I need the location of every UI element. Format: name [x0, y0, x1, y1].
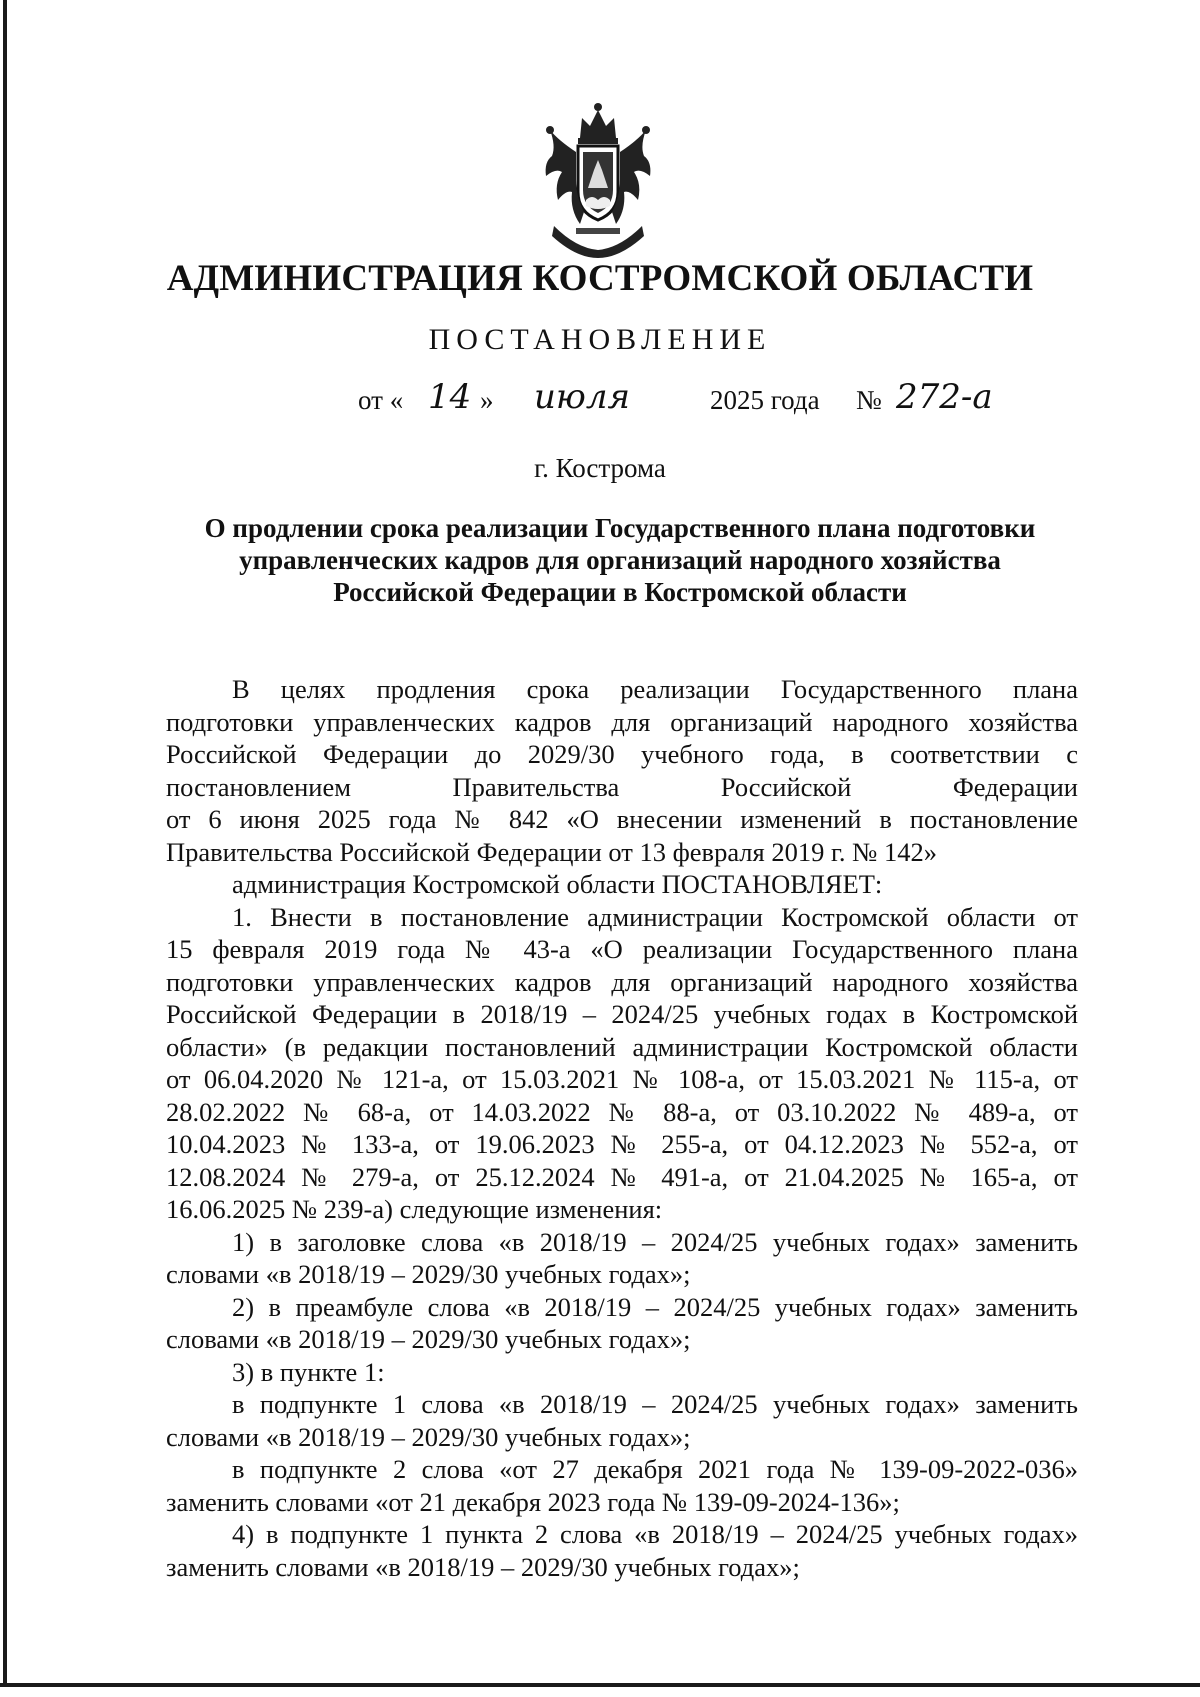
- body-line: Российской Федерации в 2018/19 – 2024/25 учебных годах в Костромской: [166, 999, 1078, 1029]
- body-line: словами «в 2018/19 – 2029/30 учебных годах»;: [166, 1324, 691, 1354]
- kostroma-coat-of-arms-icon: [536, 100, 660, 260]
- date-day-handwritten: 14: [428, 377, 472, 417]
- body-line: 10.04.2023 № 133-а, от 19.06.2023 № 255-а, от 04.12.2023 № 552-а, от: [166, 1129, 1078, 1159]
- body-line: В целях продления срока реализации Государственного плана: [232, 674, 1078, 704]
- document-title: [160, 512, 1080, 608]
- body-line: 3) в пункте 1:: [232, 1356, 385, 1387]
- scan-border-left: [3, 0, 7, 1684]
- body-line: Правительства Российской Федерации от 13 февраля 2019 г. № 142»: [166, 836, 938, 867]
- body-line: заменить словами «от 21 декабря 2023 года № 139-09-2024-136»;: [166, 1486, 900, 1517]
- document-body: [166, 673, 1078, 1583]
- date-month-handwritten: июля: [534, 377, 630, 417]
- body-line: заменить словами «в 2018/19 – 2029/30 учебных годах»;: [166, 1551, 800, 1582]
- body-line: области» (в редакции постановлений администрации Костромской области: [166, 1031, 1078, 1062]
- date-close-quote: »: [480, 385, 494, 415]
- body-line: словами «в 2018/19 – 2029/30 учебных годах»;: [166, 1421, 691, 1452]
- body-line: от 06.04.2020 № 121-а, от 15.03.2021 № 108-а, от 15.03.2021 № 115-а, от: [166, 1064, 1078, 1094]
- title-line: управленческих кадров для организаций народного хозяйства: [239, 545, 1001, 575]
- number-sign: №: [856, 385, 882, 415]
- scan-border-bottom: [0, 1683, 1200, 1687]
- body-line: 4) в подпункте 1 пункта 2 слова «в 2018/19 – 2024/25 учебных годах»: [232, 1519, 1078, 1549]
- body-line: 2) в преамбуле слова «в 2018/19 – 2024/25 учебных годах» заменить: [232, 1291, 1078, 1322]
- body-line: 12.08.2024 № 279-а, от 25.12.2024 № 491-а, от 21.04.2025 № 165-а, от: [166, 1161, 1078, 1192]
- date-year: 2025 года: [710, 385, 820, 415]
- body-line: подготовки управленческих кадров для организаций народного хозяйства: [166, 706, 1078, 737]
- body-line: 1) в заголовке слова «в 2018/19 – 2024/25 учебных годах» заменить: [232, 1226, 1078, 1257]
- body-line: администрация Костромской области ПОСТАНОВЛЯЕТ:: [232, 869, 883, 899]
- authority-name: АДМИНИСТРАЦИЯ КОСТРОМСКОЙ ОБЛАСТИ: [166, 258, 1034, 299]
- body-line: подготовки управленческих кадров для организаций народного хозяйства: [166, 966, 1078, 997]
- title-line: Российской Федерации в Костромской области: [333, 577, 907, 607]
- body-line: словами «в 2018/19 – 2029/30 учебных годах»;: [166, 1259, 691, 1289]
- title-line: О продлении срока реализации Государственного плана подготовки: [204, 513, 1036, 543]
- body-line: в подпункте 1 слова «в 2018/19 – 2024/25 учебных годах» заменить: [232, 1389, 1078, 1419]
- date-number-line: [0, 377, 1200, 429]
- body-line: постановлением Правительства Российской Федерации: [166, 771, 1078, 802]
- body-line: 15 февраля 2019 года № 43-а «О реализации Государственного плана: [166, 934, 1078, 964]
- body-line: от 6 июня 2025 года № 842 «О внесении изменений в постановление: [166, 804, 1078, 834]
- date-prefix: от «: [358, 385, 404, 415]
- body-line: в подпункте 2 слова «от 27 декабря 2021 года № 139-09-2022-036»: [232, 1454, 1078, 1484]
- city: г. Кострома: [534, 453, 666, 483]
- document-number-handwritten: 272-а: [896, 377, 993, 417]
- body-line: 28.02.2022 № 68-а, от 14.03.2022 № 88-а, от 03.10.2022 № 489-а, от: [166, 1096, 1078, 1127]
- body-line: Российской Федерации до 2029/30 учебного года, в соответствии с: [166, 739, 1078, 769]
- body-line: 1. Внести в постановление администрации Костромской области от: [232, 901, 1078, 932]
- body-line: 16.06.2025 № 239-а) следующие изменения:: [166, 1194, 663, 1224]
- document-type: ПОСТАНОВЛЕНИЕ: [428, 323, 772, 356]
